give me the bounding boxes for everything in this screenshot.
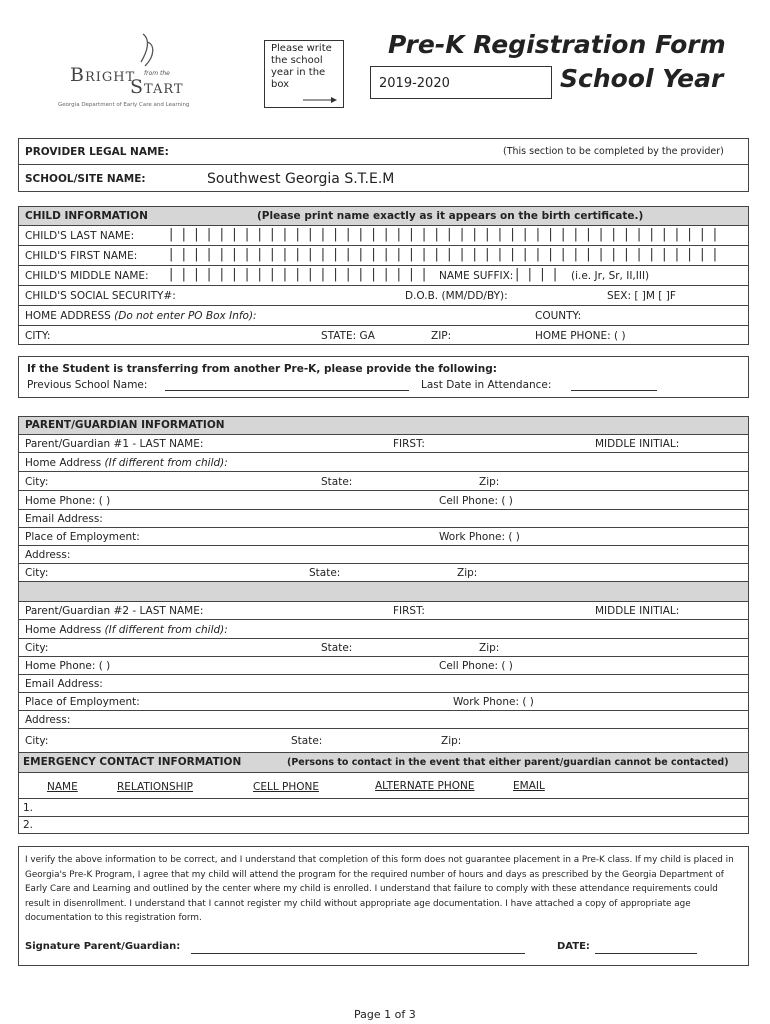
guardian1-work-state-label: State: bbox=[309, 567, 341, 579]
form-title-school-year: School Year bbox=[560, 64, 724, 93]
home-phone-label: HOME PHONE: ( ) bbox=[535, 330, 626, 342]
home-address-label: HOME ADDRESS (Do not enter PO Box Info): bbox=[25, 310, 257, 322]
last-date-line[interactable] bbox=[571, 390, 657, 391]
child-middle-name-label: CHILD'S MIDDLE NAME: bbox=[25, 270, 149, 282]
previous-school-label: Previous School Name: bbox=[27, 379, 148, 391]
school-year-note: Please write the school year in the box bbox=[264, 40, 344, 108]
guardian2-work-address-label: Address: bbox=[25, 714, 71, 726]
guardian1-work-address-label: Address: bbox=[25, 549, 71, 561]
guardian2-work-phone-label: Work Phone: ( ) bbox=[453, 696, 534, 708]
guardian1-home-phone-label: Home Phone: ( ) bbox=[25, 495, 111, 507]
child-info-header: CHILD INFORMATION bbox=[25, 210, 148, 222]
guardian2-employment-label: Place of Employment: bbox=[25, 696, 140, 708]
guardian-separator bbox=[19, 582, 748, 602]
transfer-heading: If the Student is transferring from another Pre-K, please provide the following: bbox=[27, 363, 497, 375]
arrow-right-icon bbox=[303, 96, 337, 104]
previous-school-line[interactable] bbox=[165, 390, 409, 391]
verification-section bbox=[18, 846, 749, 966]
provider-note: (This section to be completed by the provider) bbox=[503, 146, 724, 157]
child-first-name-boxes[interactable]: | | | | | | | | | | | | | | | | | | | | | | | | | | | | | | | | | | | | | | | | | | | | bbox=[169, 247, 718, 262]
guardian1-employment-label: Place of Employment: bbox=[25, 531, 140, 543]
emergency-row-2[interactable]: 2. bbox=[23, 819, 34, 831]
emergency-row-1[interactable]: 1. bbox=[19, 799, 748, 817]
guardian2-city-label: City: bbox=[25, 642, 49, 654]
page-number: Page 1 of 3 bbox=[354, 1008, 416, 1021]
guardian1-cell-phone-label: Cell Phone: ( ) bbox=[439, 495, 513, 507]
child-info-header-note: (Please print name exactly as it appears on the birth certificate.) bbox=[257, 210, 644, 222]
guardian1-first-label: FIRST: bbox=[393, 438, 425, 450]
guardian1-zip-label: Zip: bbox=[479, 476, 500, 488]
guardian1-work-city-label: City: bbox=[25, 567, 49, 579]
child-first-name-label: CHILD'S FIRST NAME: bbox=[25, 250, 138, 262]
guardian1-home-address-label: Home Address (If different from child): bbox=[25, 457, 228, 469]
col-alternate-phone: ALTERNATE PHONE bbox=[375, 780, 475, 792]
transfer-section bbox=[18, 356, 749, 398]
col-name: NAME bbox=[47, 781, 78, 793]
guardian1-work-zip-label: Zip: bbox=[457, 567, 478, 579]
emergency-header: EMERGENCY CONTACT INFORMATION bbox=[23, 756, 242, 768]
verification-text: I verify the above information to be correct, and I understand that completion of this form does not guarantee placement in a Pre-K class. If my child is placed in Georgia's Pre-K Program, I agree that my child will attend the program for the required number of hours and days as prescribed by the Georgia Department of Early Care and Learning and outlined by the center where my child is enrolled. I understand that failure to comply with these attendance requirements could result in disenrollment. I understand that I cannot register my child without appropriate age documentation. I have attached a copy of appropriate age documentation to this registration form. bbox=[25, 855, 734, 924]
sex-checkboxes[interactable]: SEX: [ ]M [ ]F bbox=[607, 290, 676, 302]
logo-word-bright: Bright bbox=[70, 64, 136, 86]
guardian1-email-label: Email Address: bbox=[25, 513, 103, 525]
guardian2-zip-label: Zip: bbox=[479, 642, 500, 654]
child-information-section bbox=[18, 206, 749, 345]
form-title: Pre-K Registration Form bbox=[388, 30, 726, 59]
guardian1-city-label: City: bbox=[25, 476, 49, 488]
provider-legal-name-label: PROVIDER LEGAL NAME: bbox=[25, 146, 169, 158]
guardian2-first-label: FIRST: bbox=[393, 605, 425, 617]
school-year-field[interactable]: 2019-2020 bbox=[370, 66, 552, 99]
county-label: COUNTY: bbox=[535, 310, 582, 322]
guardian2-last-name-label: Parent/Guardian #2 - LAST NAME: bbox=[25, 605, 204, 617]
name-suffix-boxes[interactable]: | | | | bbox=[515, 267, 558, 282]
child-last-name-label: CHILD'S LAST NAME: bbox=[25, 230, 135, 242]
guardian1-state-label: State: bbox=[321, 476, 353, 488]
guardian1-middle-label: MIDDLE INITIAL: bbox=[595, 438, 680, 450]
guardian2-state-label: State: bbox=[321, 642, 353, 654]
guardian2-home-address-label: Home Address (If different from child): bbox=[25, 624, 228, 636]
guardian1-work-phone-label: Work Phone: ( ) bbox=[439, 531, 520, 543]
guardian-header: PARENT/GUARDIAN INFORMATION bbox=[25, 419, 225, 431]
child-middle-name-boxes[interactable]: | | | | | | | | | | | | | | | | | | | | | bbox=[169, 267, 427, 282]
child-last-name-boxes[interactable]: | | | | | | | | | | | | | | | | | | | | | | | | | | | | | | | | | | | | | | | | | | | | bbox=[169, 227, 718, 242]
guardian2-email-label: Email Address: bbox=[25, 678, 103, 690]
guardian2-work-zip-label: Zip: bbox=[441, 735, 462, 747]
provider-section bbox=[18, 138, 749, 192]
zip-label: ZIP: bbox=[431, 330, 452, 342]
date-line[interactable] bbox=[595, 953, 697, 954]
signature-label: Signature Parent/Guardian: bbox=[25, 941, 181, 952]
emergency-header-note: (Persons to contact in the event that either parent/guardian cannot be contacted) bbox=[287, 757, 729, 768]
suffix-hint: (i.e. Jr, Sr, II,III) bbox=[571, 270, 650, 282]
site-name-label: SCHOOL/SITE NAME: bbox=[25, 173, 146, 185]
city-label: CITY: bbox=[25, 330, 51, 342]
guardian2-work-city-label: City: bbox=[25, 735, 49, 747]
last-date-label: Last Date in Attendance: bbox=[421, 379, 552, 391]
signature-line[interactable] bbox=[191, 953, 525, 954]
col-email: EMAIL bbox=[513, 780, 545, 792]
logo-word-start: Start bbox=[130, 76, 184, 98]
emergency-contact-section bbox=[18, 752, 749, 834]
dob-label: D.O.B. (MM/DD/BY): bbox=[405, 290, 508, 302]
name-suffix-label: NAME SUFFIX: bbox=[439, 270, 514, 282]
guardian2-middle-label: MIDDLE INITIAL: bbox=[595, 605, 680, 617]
guardian1-last-name-label: Parent/Guardian #1 - LAST NAME: bbox=[25, 438, 204, 450]
logo-word-from-the: from the bbox=[144, 70, 170, 77]
guardian2-cell-phone-label: Cell Phone: ( ) bbox=[439, 660, 513, 672]
guardian-section bbox=[18, 416, 749, 753]
logo-agency: Georgia Department of Early Care and Learning bbox=[58, 102, 190, 108]
col-cell-phone: CELL PHONE bbox=[253, 781, 319, 793]
child-ssn-label: CHILD'S SOCIAL SECURITY#: bbox=[25, 290, 176, 302]
logo-swirl-icon bbox=[133, 30, 163, 70]
col-relationship: RELATIONSHIP bbox=[117, 781, 194, 793]
site-name-value[interactable]: Southwest Georgia S.T.E.M bbox=[207, 171, 395, 187]
guardian2-home-phone-label: Home Phone: ( ) bbox=[25, 660, 111, 672]
bright-from-the-start-logo bbox=[48, 30, 218, 115]
guardian2-work-state-label: State: bbox=[291, 735, 323, 747]
state-label: STATE: GA bbox=[321, 330, 375, 342]
date-label: DATE: bbox=[557, 941, 590, 952]
